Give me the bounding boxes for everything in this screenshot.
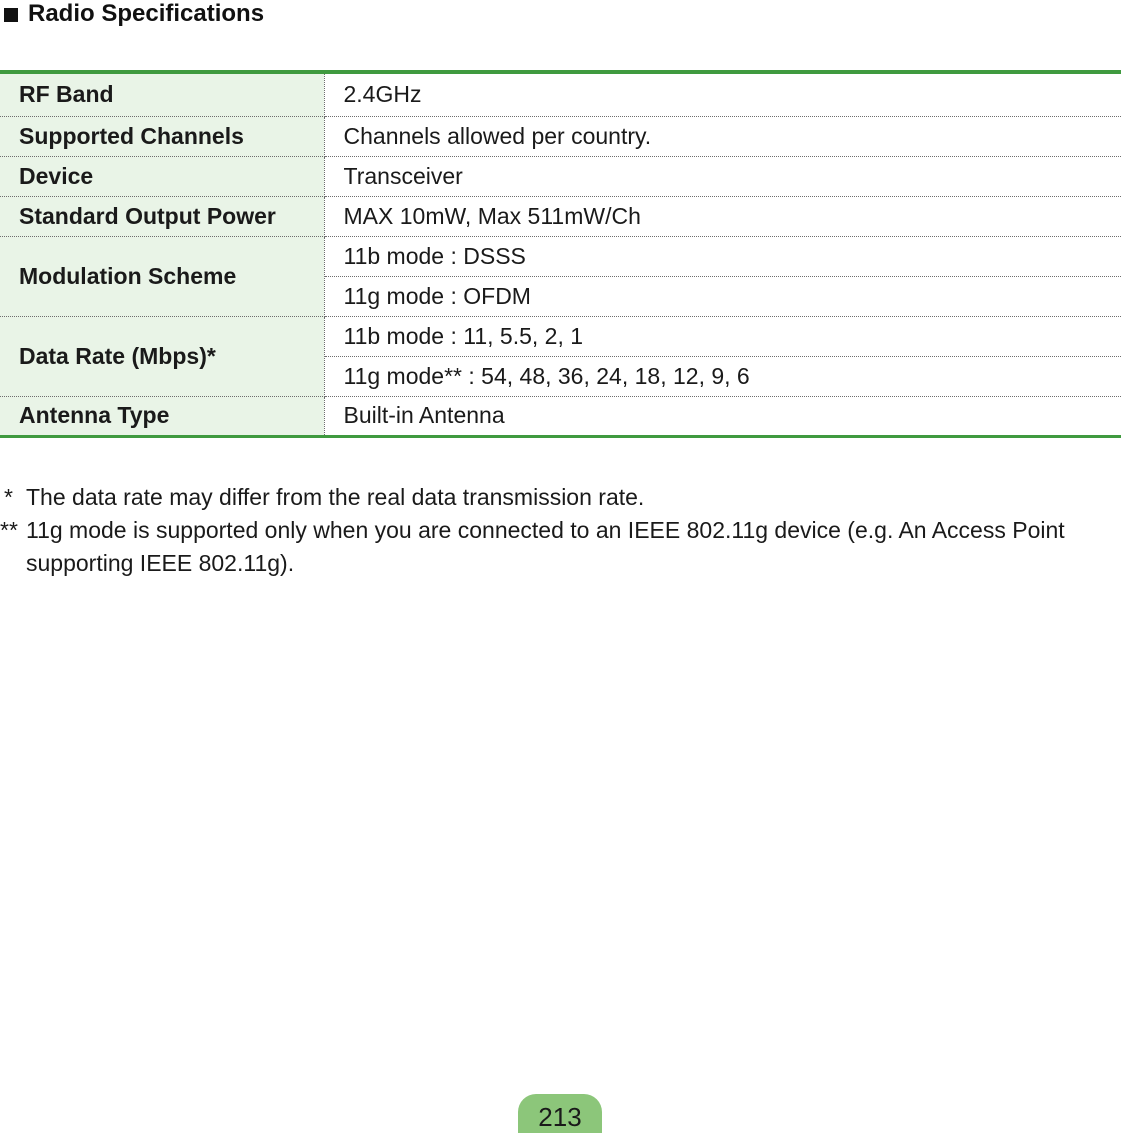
spec-value: 11g mode : OFDM [324,276,1121,316]
footnote-text: 11g mode is supported only when you are connected to an IEEE 802.11g device (e.g. An Access Point supporting IEEE 802.11g). [26,517,1065,576]
spec-value: 2.4GHz [324,72,1121,116]
footnote [0,514,1110,580]
spec-value: Channels allowed per country. [324,116,1121,156]
spec-value: MAX 10mW, Max 511mW/Ch [324,196,1121,236]
spec-label: Data Rate (Mbps)* [0,316,324,396]
table-row [0,316,1121,356]
square-bullet-icon [4,8,18,22]
section-heading [4,0,264,28]
spec-value: 11g mode** : 54, 48, 36, 24, 18, 12, 9, 6 [324,356,1121,396]
table-row [0,196,1121,236]
page-number: 213 [538,1102,582,1132]
table-row [0,236,1121,276]
spec-label: Supported Channels [0,116,324,156]
spec-label: Standard Output Power [0,196,324,236]
table-row [0,72,1121,116]
table-row [0,116,1121,156]
footnote-text: The data rate may differ from the real data transmission rate. [26,484,645,510]
footnote-mark: * [4,484,13,510]
spec-value: 11b mode : DSSS [324,236,1121,276]
section-title: Radio Specifications [28,0,265,27]
table-row [0,396,1121,436]
spec-label: Modulation Scheme [0,236,324,316]
radio-specifications-table [0,70,1121,438]
table-row [0,156,1121,196]
spec-value: 11b mode : 11, 5.5, 2, 1 [324,316,1121,356]
spec-label: Antenna Type [0,396,324,436]
footnote [0,481,1110,514]
spec-value: Built-in Antenna [324,396,1121,436]
spec-label: RF Band [0,72,324,116]
footnote-mark: ** [0,517,18,543]
footnotes [0,481,1110,580]
spec-label: Device [0,156,324,196]
spec-value: Transceiver [324,156,1121,196]
page-number-tab [518,1094,602,1133]
